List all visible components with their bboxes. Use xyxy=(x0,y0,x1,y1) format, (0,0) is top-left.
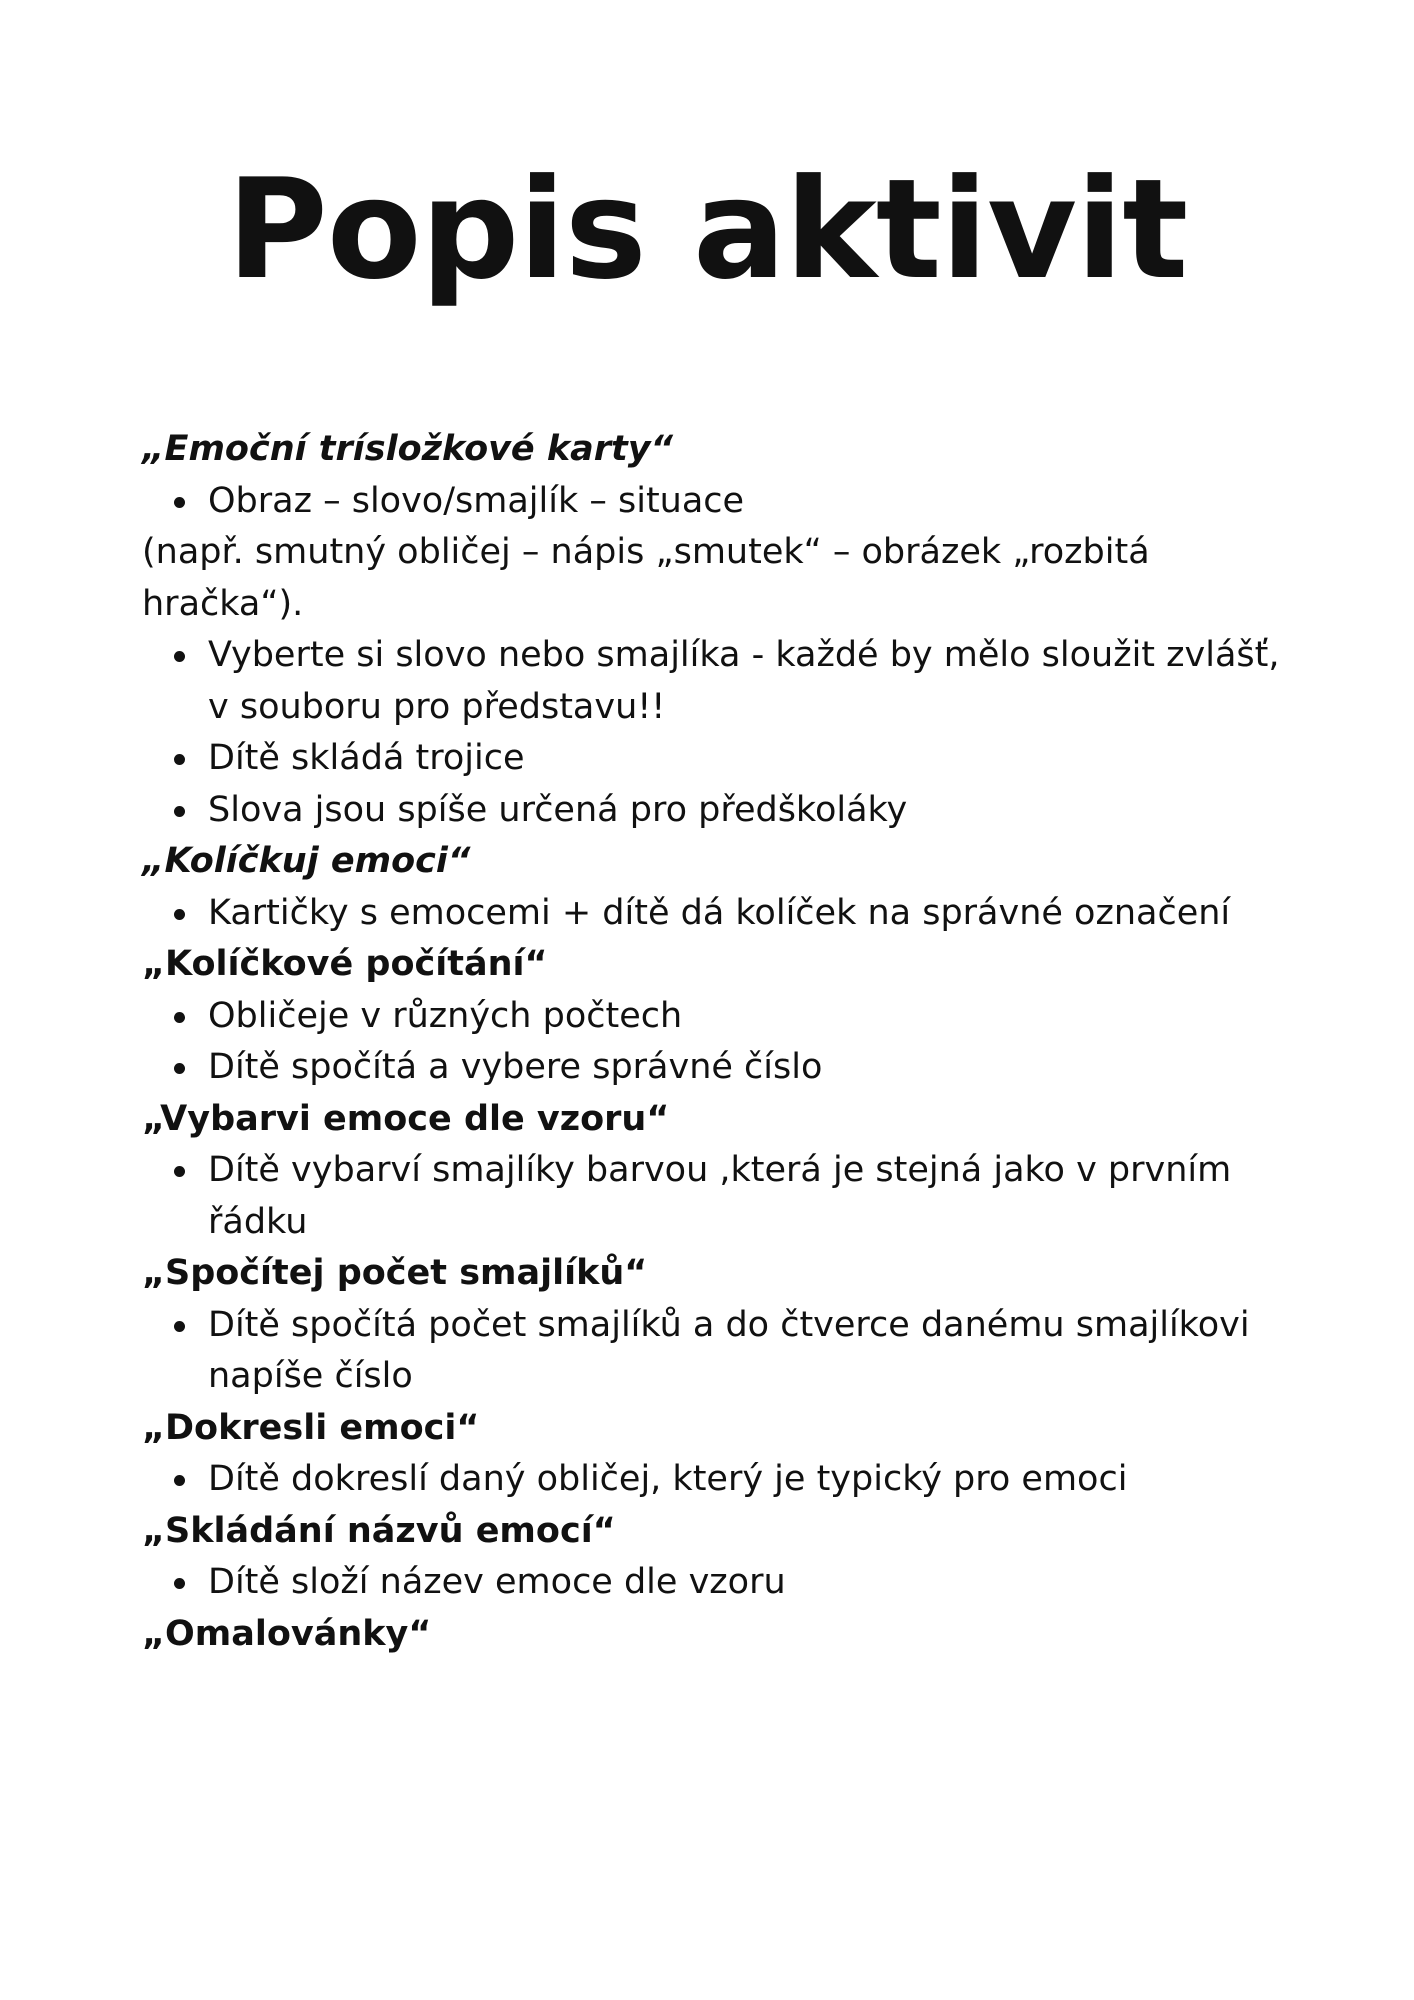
section-list-vybarvi-emoce xyxy=(142,1145,1292,1248)
section-heading-emocni-karty: „Emoční trísložkové karty“ xyxy=(142,429,674,469)
page-title: Popis aktivit xyxy=(226,149,1188,310)
activities-list xyxy=(142,424,1292,1660)
list-item: Obraz – slovo/smajlík – situace xyxy=(208,476,1292,528)
section-heading-spocitej-smajliky: „Spočítej počet smajlíků“ xyxy=(142,1253,648,1293)
list-item: Slova jsou spíše určená pro předškoláky xyxy=(208,785,1292,837)
section-heading-dokresli-emoci: „Dokresli emoci“ xyxy=(142,1407,480,1448)
section-list-dokresli-emoci xyxy=(142,1454,1292,1506)
list-item: Kartičky s emocemi + dítě dá kolíček na správné označení xyxy=(208,888,1292,940)
list-item: Obličeje v různých počtech xyxy=(208,991,1292,1043)
section-list-spocitej-smajliky xyxy=(142,1300,1292,1403)
list-item: Dítě dokreslí daný obličej, který je typický pro emoci xyxy=(208,1454,1292,1506)
list-item: Dítě skládá trojice xyxy=(208,733,1292,785)
section-heading-kolickove-pocitani: „Kolíčkové počítání“ xyxy=(142,944,548,984)
section-heading-skladani-nazvu: „Skládání názvů emocí“ xyxy=(142,1510,616,1551)
section-list-emocni-karty-more xyxy=(142,630,1292,836)
list-item: Dítě spočítá počet smajlíků a do čtverce danému smajlíkovi napíše číslo xyxy=(208,1300,1292,1403)
section-heading-omalovanky: „Omalovánky“ xyxy=(142,1613,432,1654)
section-heading-vybarvi-emoce: „Vybarvi emoce dle vzoru“ xyxy=(142,1098,670,1139)
list-item: Dítě spočítá a vybere správné číslo xyxy=(208,1042,1292,1094)
section-list-kolickove-pocitani xyxy=(142,991,1292,1094)
section-note: (např. smutný obličej – nápis „smutek“ – obrázek „rozbitá hračka“). xyxy=(142,532,1150,624)
section-heading-kolickuj-emoci: „Kolíčkuj emoci“ xyxy=(142,841,471,881)
section-list-emocni-karty xyxy=(142,476,1292,528)
section-list-skladani-nazvu xyxy=(142,1557,1292,1609)
list-item: Vyberte si slovo nebo smajlíka - každé by mělo sloužit zvlášť, v souboru pro představu!! xyxy=(208,630,1292,733)
section-list-kolickuj-emoci xyxy=(142,888,1292,940)
list-item: Dítě vybarví smajlíky barvou ,která je stejná jako v prvním řádku xyxy=(208,1145,1292,1248)
list-item: Dítě složí název emoce dle vzoru xyxy=(208,1557,1292,1609)
